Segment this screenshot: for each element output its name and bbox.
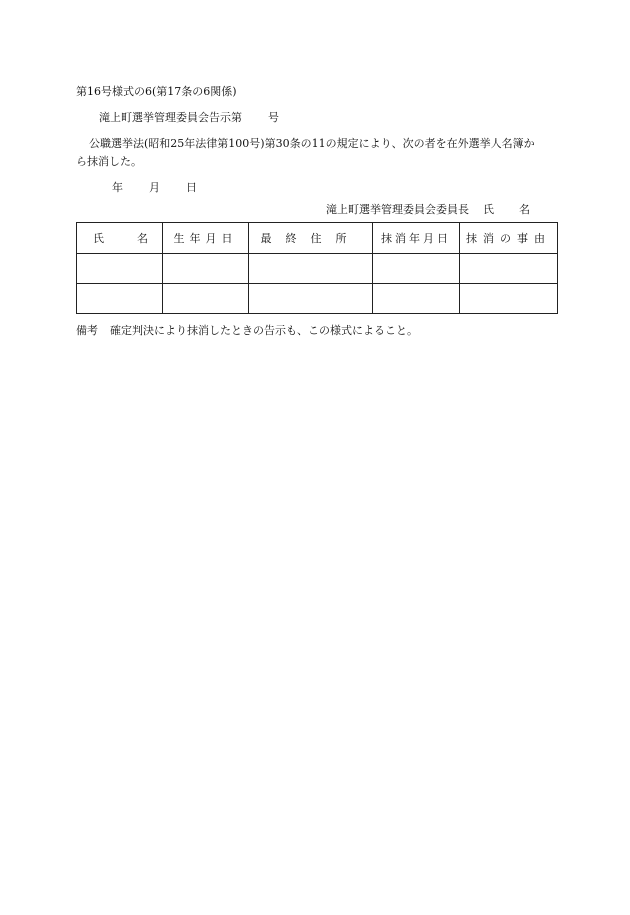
date-month: 月 [149,181,160,194]
notice-suffix: 号 [268,111,279,124]
header-name [77,223,163,254]
table-row [77,284,558,314]
date-year: 年 [112,181,123,194]
header-deletion-date: 抹消年月日 [373,223,460,254]
table-cell [77,284,163,314]
table-header-row [77,223,558,254]
signature-name-1: 氏 [483,203,494,216]
header-name-2: 名 [137,232,148,245]
signature-title: 滝上町選挙管理委員会委員長 [326,203,469,216]
header-birth-date: 生年月日 [163,223,249,254]
signature-name-2: 名 [519,203,530,216]
signature-line [326,203,530,217]
notice-prefix: 滝上町選挙管理委員会告示第 [99,111,242,124]
table-row [77,254,558,284]
remarks-label: 備考 [76,324,98,337]
notice-number-line [99,111,279,125]
header-deletion-reason: 抹消の事由 [460,223,558,254]
table-cell [163,284,249,314]
deletion-register-table [76,222,558,314]
date-day: 日 [186,181,197,194]
table-cell [460,284,558,314]
table-cell [373,284,460,314]
table-cell [163,254,249,284]
table-cell [373,254,460,284]
body-text-line-1: 公職選挙法(昭和25年法律第100号)第30条の11の規定により、次の者を在外選挙人名簿か [89,137,535,150]
remarks-line [76,324,418,338]
body-text-line-2: ら抹消した。 [76,155,142,168]
table-cell [249,254,373,284]
header-last-address: 最終住所 [249,223,373,254]
header-name-1: 氏 [93,232,104,245]
date-line [112,181,197,195]
form-title: 第16号様式の6(第17条の6関係) [76,85,237,98]
table-cell [249,284,373,314]
table-cell [460,254,558,284]
table-cell [77,254,163,284]
remarks-text: 確定判決により抹消したときの告示も、この様式によること。 [110,324,418,337]
